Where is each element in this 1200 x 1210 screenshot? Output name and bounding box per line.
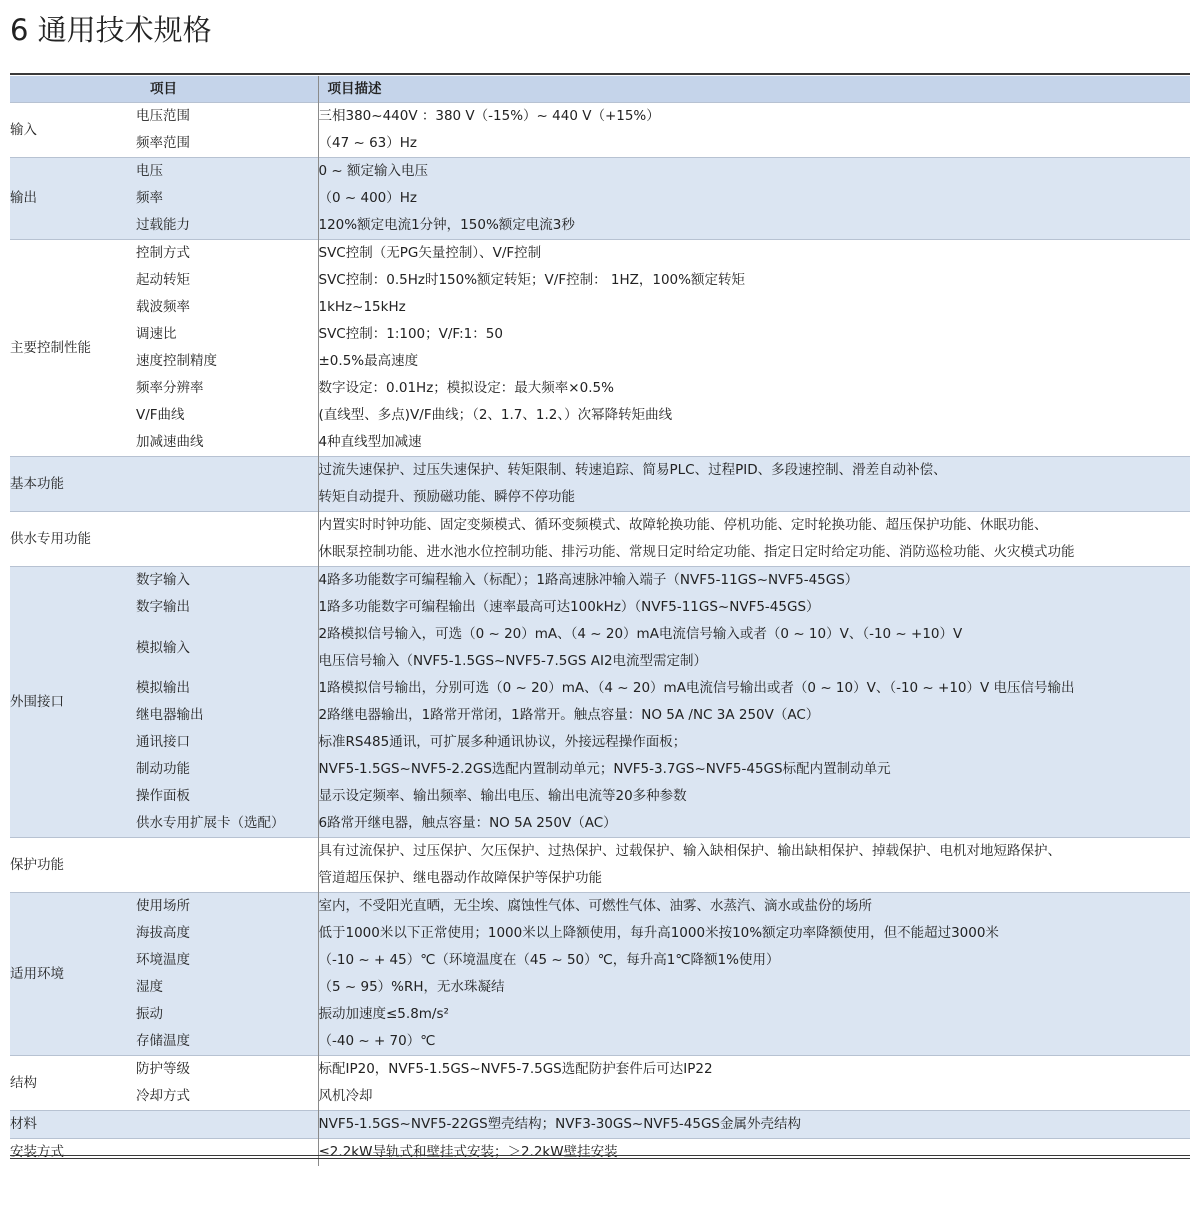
item-cell: 加减速曲线 [136,434,204,450]
description-cell: 2路模拟信号输入，可选（0 ~ 20）mA、（4 ~ 20）mA电流信号输入或者（0 ~ 10）V、（-10 ~ +10）V [318,621,1190,648]
spec-group [10,457,1190,512]
description-cell: 0 ~ 额定输入电压 [318,158,1190,186]
item-cell: 存储温度 [136,1028,318,1056]
table-row [10,130,1190,158]
item-cell: 过载能力 [136,212,318,240]
table-row [10,212,1190,240]
spec-table [10,76,1190,1166]
table-row [10,375,1190,402]
spec-group [10,838,1190,893]
table-row [10,103,1190,131]
table-row [10,594,1190,621]
description-cell: NVF5-1.5GS~NVF5-22GS塑壳结构；NVF3-30GS~NVF5-45GS金属外壳结构 [318,1111,1190,1139]
table-row [10,402,1190,429]
item-cell: 使用场所 [136,893,318,921]
table-row [10,1056,1190,1084]
table-row [10,1139,1190,1167]
item-cell: 通讯接口 [136,729,318,756]
item-cell: 防护等级 [136,1061,190,1077]
table-row [10,893,1190,921]
description-cell: 120%额定电流1分钟，150%额定电流3秒 [318,212,1190,240]
category-cell: 保护功能 [10,856,64,873]
description-cell: 显示设定频率、输出频率、输出电压、输出电流等20多种参数 [318,783,1190,810]
item-cell: 频率范围 [136,135,190,151]
table-row [10,621,1190,648]
spec-group [10,1139,1190,1167]
table-header-row [10,76,1190,103]
table-row [10,810,1190,838]
description-cell: （-10 ~ + 45）℃（环境温度在（45 ~ 50）℃，每升高1℃降额1%使用） [318,947,1190,974]
description-cell: 三相380~440V ：380 V（-15%）~ 440 V（+15%） [318,103,1190,131]
item-cell: 供水专用扩展卡（选配） [136,810,318,838]
table-row [10,240,1190,268]
item-cell: 控制方式 [136,245,190,261]
spec-group [10,240,1190,457]
table-row [10,512,1190,540]
table-row [10,920,1190,947]
item-cell: 继电器输出 [136,702,318,729]
header-item: 项目 [10,76,318,103]
category-cell: 安装方式 [10,1144,64,1160]
description-cell: 标配IP20，NVF5-1.5GS~NVF5-7.5GS选配防护套件后可达IP22 [318,1056,1190,1084]
description-cell: NVF5-1.5GS~NVF5-2.2GS选配内置制动单元；NVF5-3.7GS~NVF5-45GS标配内置制动单元 [318,756,1190,783]
description-cell: 具有过流保护、过压保护、欠压保护、过热保护、过载保护、输入缺相保护、输出缺相保护、掉载保护、电机对地短路保护、 [318,838,1190,866]
item-cell: 载波频率 [136,299,190,315]
table-row [10,457,1190,485]
category-cell: 结构 [10,1074,37,1091]
description-cell: 管道超压保护、继电器动作故障保护等保护功能 [318,865,1190,893]
table-row [10,1001,1190,1028]
item-cell: 湿度 [136,974,318,1001]
description-cell: SVC控制（无PG矢量控制）、V/F控制 [318,240,1190,268]
table-row [10,321,1190,348]
description-cell: ≤2.2kW导轨式和壁挂式安装；＞2.2kW壁挂安装 [318,1139,1190,1167]
table-bottom-rule [10,1155,1190,1159]
spec-group [10,567,1190,838]
table-row [10,567,1190,595]
table-row [10,675,1190,702]
table-row [10,185,1190,212]
table-row [10,1111,1190,1139]
spec-group [10,1111,1190,1139]
description-cell: 1路多功能数字可编程输出（速率最高可达100kHz）（NVF5-11GS~NVF5-45GS） [318,594,1190,621]
description-cell: 1路模拟信号输出，分别可选（0 ~ 20）mA、（4 ~ 20）mA电流信号输出或者（0 ~ 10）V、（-10 ~ +10）V 电压信号输出 [318,675,1190,702]
description-cell: 2路继电器输出，1路常开常闭，1路常开。触点容量：NO 5A /NC 3A 250V（AC） [318,702,1190,729]
category-cell: 基本功能 [10,457,318,512]
table-top-rule [10,73,1190,75]
item-cell: 冷却方式 [136,1088,190,1104]
item-cell: 操作面板 [136,783,318,810]
table-row [10,158,1190,186]
table-row [10,838,1190,866]
description-cell: (直线型、多点)V/F曲线；（2、1.7、1.2、）次幂降转矩曲线 [318,402,1190,429]
spec-group [10,158,1190,240]
table-row [10,947,1190,974]
item-cell: 环境温度 [136,947,318,974]
item-cell: 频率分辨率 [136,380,204,396]
description-cell: （5 ~ 95）%RH，无水珠凝结 [318,974,1190,1001]
header-description: 项目描述 [318,76,1190,103]
item-cell: 模拟输入 [136,621,318,675]
category-cell: 主要控制性能 [10,339,91,356]
description-cell: 6路常开继电器，触点容量：NO 5A 250V（AC） [318,810,1190,838]
description-cell: SVC控制：0.5Hz时150%额定转矩；V/F控制： 1HZ，100%额定转矩 [318,267,1190,294]
table-row [10,702,1190,729]
table-row [10,974,1190,1001]
item-cell: 起动转矩 [136,272,190,288]
category-cell: 适用环境 [10,893,136,1056]
description-cell: SVC控制：1:100；V/F:1：50 [318,321,1190,348]
category-cell: 输入 [10,121,37,138]
description-cell: 转矩自动提升、预励磁功能、瞬停不停功能 [318,484,1190,512]
item-cell: 振动 [136,1001,318,1028]
category-cell: 输出 [10,158,136,240]
item-cell: 频率 [136,185,318,212]
description-cell: 低于1000米以下正常使用；1000米以上降额使用，每升高1000米按10%额定功率降额使用，但不能超过3000米 [318,920,1190,947]
table-row [10,348,1190,375]
description-cell: 过流失速保护、过压失速保护、转矩限制、转速追踪、简易PLC、过程PID、多段速控制、滑差自动补偿、 [318,457,1190,485]
item-cell: 制动功能 [136,756,318,783]
description-cell: 数字设定：0.01Hz；模拟设定：最大频率×0.5% [318,375,1190,402]
item-cell: 数字输出 [136,594,318,621]
description-cell: （0 ~ 400）Hz [318,185,1190,212]
table-row [10,294,1190,321]
description-cell: 内置实时时钟功能、固定变频模式、循环变频模式、故障轮换功能、停机功能、定时轮换功能、超压保护功能、休眠功能、 [318,512,1190,540]
description-cell: （-40 ~ + 70）℃ [318,1028,1190,1056]
description-cell: （47 ~ 63）Hz [318,130,1190,158]
item-cell: 速度控制精度 [136,353,217,369]
description-cell: 1kHz~15kHz [318,294,1190,321]
item-cell: 数字输入 [136,567,318,595]
item-cell: 海拔高度 [136,920,318,947]
item-cell: 模拟输出 [136,675,318,702]
item-cell: 电压 [136,158,318,186]
category-cell: 供水专用功能 [10,530,91,547]
description-cell: 标准RS485通讯，可扩展多种通讯协议，外接远程操作面板； [318,729,1190,756]
description-cell: 振动加速度≤5.8m/s² [318,1001,1190,1028]
spec-group [10,103,1190,158]
item-cell: V/F曲线 [136,407,185,423]
description-cell: 风机冷却 [318,1083,1190,1111]
table-row [10,1028,1190,1056]
description-cell: 室内，不受阳光直晒，无尘埃、腐蚀性气体、可燃性气体、油雾、水蒸汽、滴水或盐份的场所 [318,893,1190,921]
table-row [10,756,1190,783]
table-row [10,1083,1190,1111]
spec-group [10,512,1190,567]
category-cell: 材料 [10,1111,318,1139]
category-cell: 外围接口 [10,567,136,838]
table-row [10,429,1190,457]
item-cell: 电压范围 [136,108,190,124]
spec-group [10,893,1190,1056]
description-cell: 休眠泵控制功能、进水池水位控制功能、排污功能、常规日定时给定功能、指定日定时给定功能、消防巡检功能、火灾模式功能 [318,539,1190,567]
page-title: 6 通用技术规格 [10,13,212,47]
table-row [10,729,1190,756]
description-cell: 4种直线型加减速 [318,429,1190,457]
description-cell: 电压信号输入（NVF5-1.5GS~NVF5-7.5GS AI2电流型需定制） [318,648,1190,675]
table-row [10,267,1190,294]
spec-group [10,1056,1190,1111]
table-row [10,783,1190,810]
description-cell: ±0.5%最高速度 [318,348,1190,375]
description-cell: 4路多功能数字可编程输入（标配）；1路高速脉冲输入端子（NVF5-11GS~NVF5-45GS） [318,567,1190,595]
item-cell: 调速比 [136,326,177,342]
